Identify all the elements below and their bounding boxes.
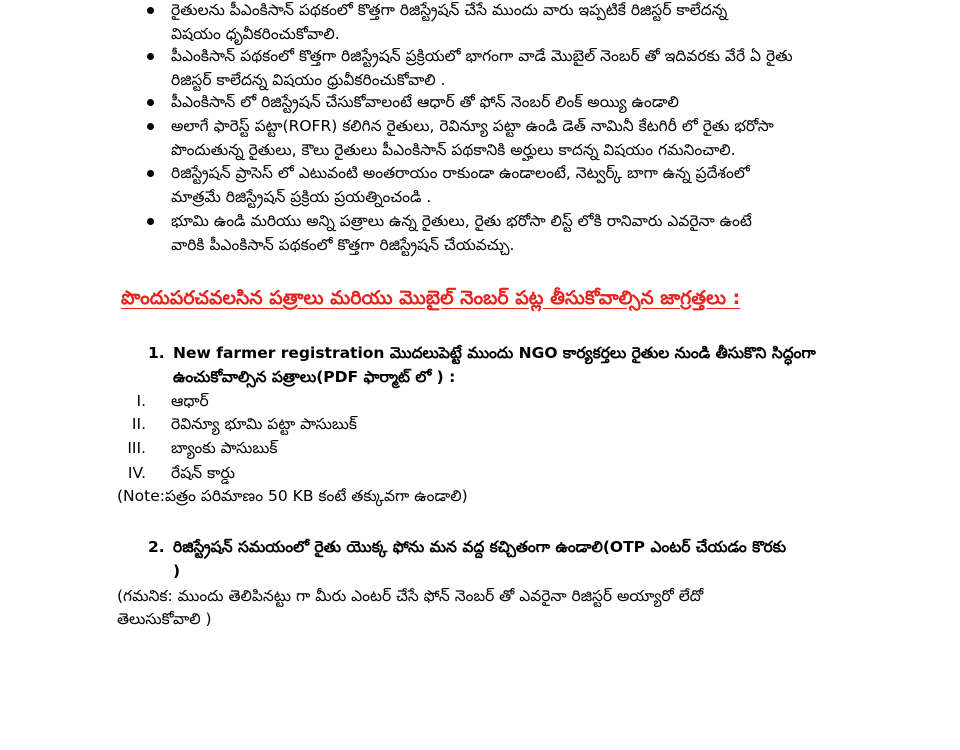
numbered-item-1 xyxy=(148,342,848,389)
item-number: 2. xyxy=(148,538,165,556)
size-note: (Note:పత్రం పరిమాణం 50 KB కంటే తక్కువగా ఉండాలి) xyxy=(117,487,468,505)
list-item xyxy=(171,210,851,257)
bullet-text: రిజిస్ట్రేషన్ ప్రాసెస్ లో ఎటువంటి అంతరాయం రాకుండా ఉండాలంటే, నెట్వర్క్ బాగా ఉన్న ప్రదేశంలో మాత్రమే రిజిస్ట్రేషన్ ప్రక్రియ ప్రయత్నించండి . xyxy=(171,164,750,206)
bullet-icon xyxy=(147,99,154,106)
bullet-icon xyxy=(147,7,154,14)
item-text: రిజిస్ట్రేషన్ సమయంలో రైతు యొక్క ఫోను మన వద్ద కచ్చితంగా ఉండాలి(OTP ఎంటర్ చేయడం కొరకు ) xyxy=(173,538,787,580)
bullet-icon xyxy=(147,53,154,60)
list-item xyxy=(171,0,851,46)
document-name: బ్యాంకు పాసుబుక్ xyxy=(171,439,278,457)
list-item xyxy=(171,45,851,92)
bullet-icon xyxy=(147,170,154,177)
bullet-text: పీఎంకిసాన్ లో రిజిస్ట్రేషన్ చేసుకోవాలంటే ఆధార్ తో ఫోన్ నెంబర్ లింక్ అయ్యి ఉండాలి xyxy=(171,93,679,111)
roman-numeral: II. xyxy=(131,415,146,433)
bullet-text: అలాగే ఫారెస్ట్ పట్టా(ROFR) కలిగిన రైతులు, రెవిన్యూ పట్టా ఉండి డెత్ నామినీ కేటగిరీ లో రైతు భరోసా పొందుతున్న రైతులు, కౌలు రైతులు పీఎంకిసాన్ పథకానికి అర్హులు కాదన్న విషయం గమనించాలి. xyxy=(171,117,774,159)
bullet-text: రైతులను పీఎంకిసాన్ పథకంలో కొత్తగా రిజిస్ట్రేషన్ చేసే ముందు వారు ఇప్పటికే రిజిస్టర్ కాలేదన్న విషయం ధృవీకరించుకోవాలి. xyxy=(171,1,728,43)
section-heading: పొందుపరచవలసిన పత్రాలు మరియు మొబైల్ నెంబర్ పట్ల తీసుకోవాల్సిన జాగ్రత్తలు : xyxy=(121,287,741,309)
bullet-text: పీఎంకిసాన్ పథకంలో కొత్తగా రిజిస్ట్రేషన్ ప్రక్రియలో భాగంగా వాడే మొబైల్ నెంబర్ తో ఇదివరకు వేరే ఏ రైతు రిజిస్టర్ కాలేదన్న విషయం ధ్రువీకరించుకోవాలి . xyxy=(171,47,793,89)
roman-numeral: I. xyxy=(136,392,146,410)
item-number: 1. xyxy=(148,344,165,362)
item-text: New farmer registration మొదలుపెట్టే ముందు NGO కార్యకర్తలు రైతుల నుండి తీసుకొని సిద్ధంగా ఉంచుకోవాల్సిన పత్రాలు(PDF ఫార్మాట్ లో ) : xyxy=(173,344,816,386)
list-item xyxy=(171,162,851,209)
document-name: రెవిన్యూ భూమి పట్టా పాసుబుక్ xyxy=(171,415,358,433)
list-item xyxy=(171,115,851,162)
roman-numeral: IV. xyxy=(127,464,146,482)
phone-note: (గమనిక: ముందు తెలిపినట్టు గా మీరు ఎంటర్ చేసే ఫోన్ నెంబర్ తో ఎవరైనా రిజిస్టర్ అయ్యారో లేదో తెలుసుకోవాలి ) xyxy=(117,587,704,628)
bullet-icon xyxy=(147,123,154,130)
bullet-icon xyxy=(147,218,154,225)
list-item xyxy=(171,91,851,115)
numbered-item-2 xyxy=(148,536,848,583)
bullet-text: భూమి ఉండి మరియు అన్ని పత్రాలు ఉన్న రైతులు, రైతు భరోసా లిస్ట్ లోకి రానివారు ఎవరైనా ఉంటే వారికి పీఎంకిసాన్ పథకంలో కొత్తగా రిజిస్ట్రేషన్ చేయవచ్చు. xyxy=(171,212,752,254)
document-name: ఆధార్ xyxy=(171,392,209,410)
roman-numeral: III. xyxy=(127,439,146,457)
document-name: రేషన్ కార్డు xyxy=(171,464,236,482)
